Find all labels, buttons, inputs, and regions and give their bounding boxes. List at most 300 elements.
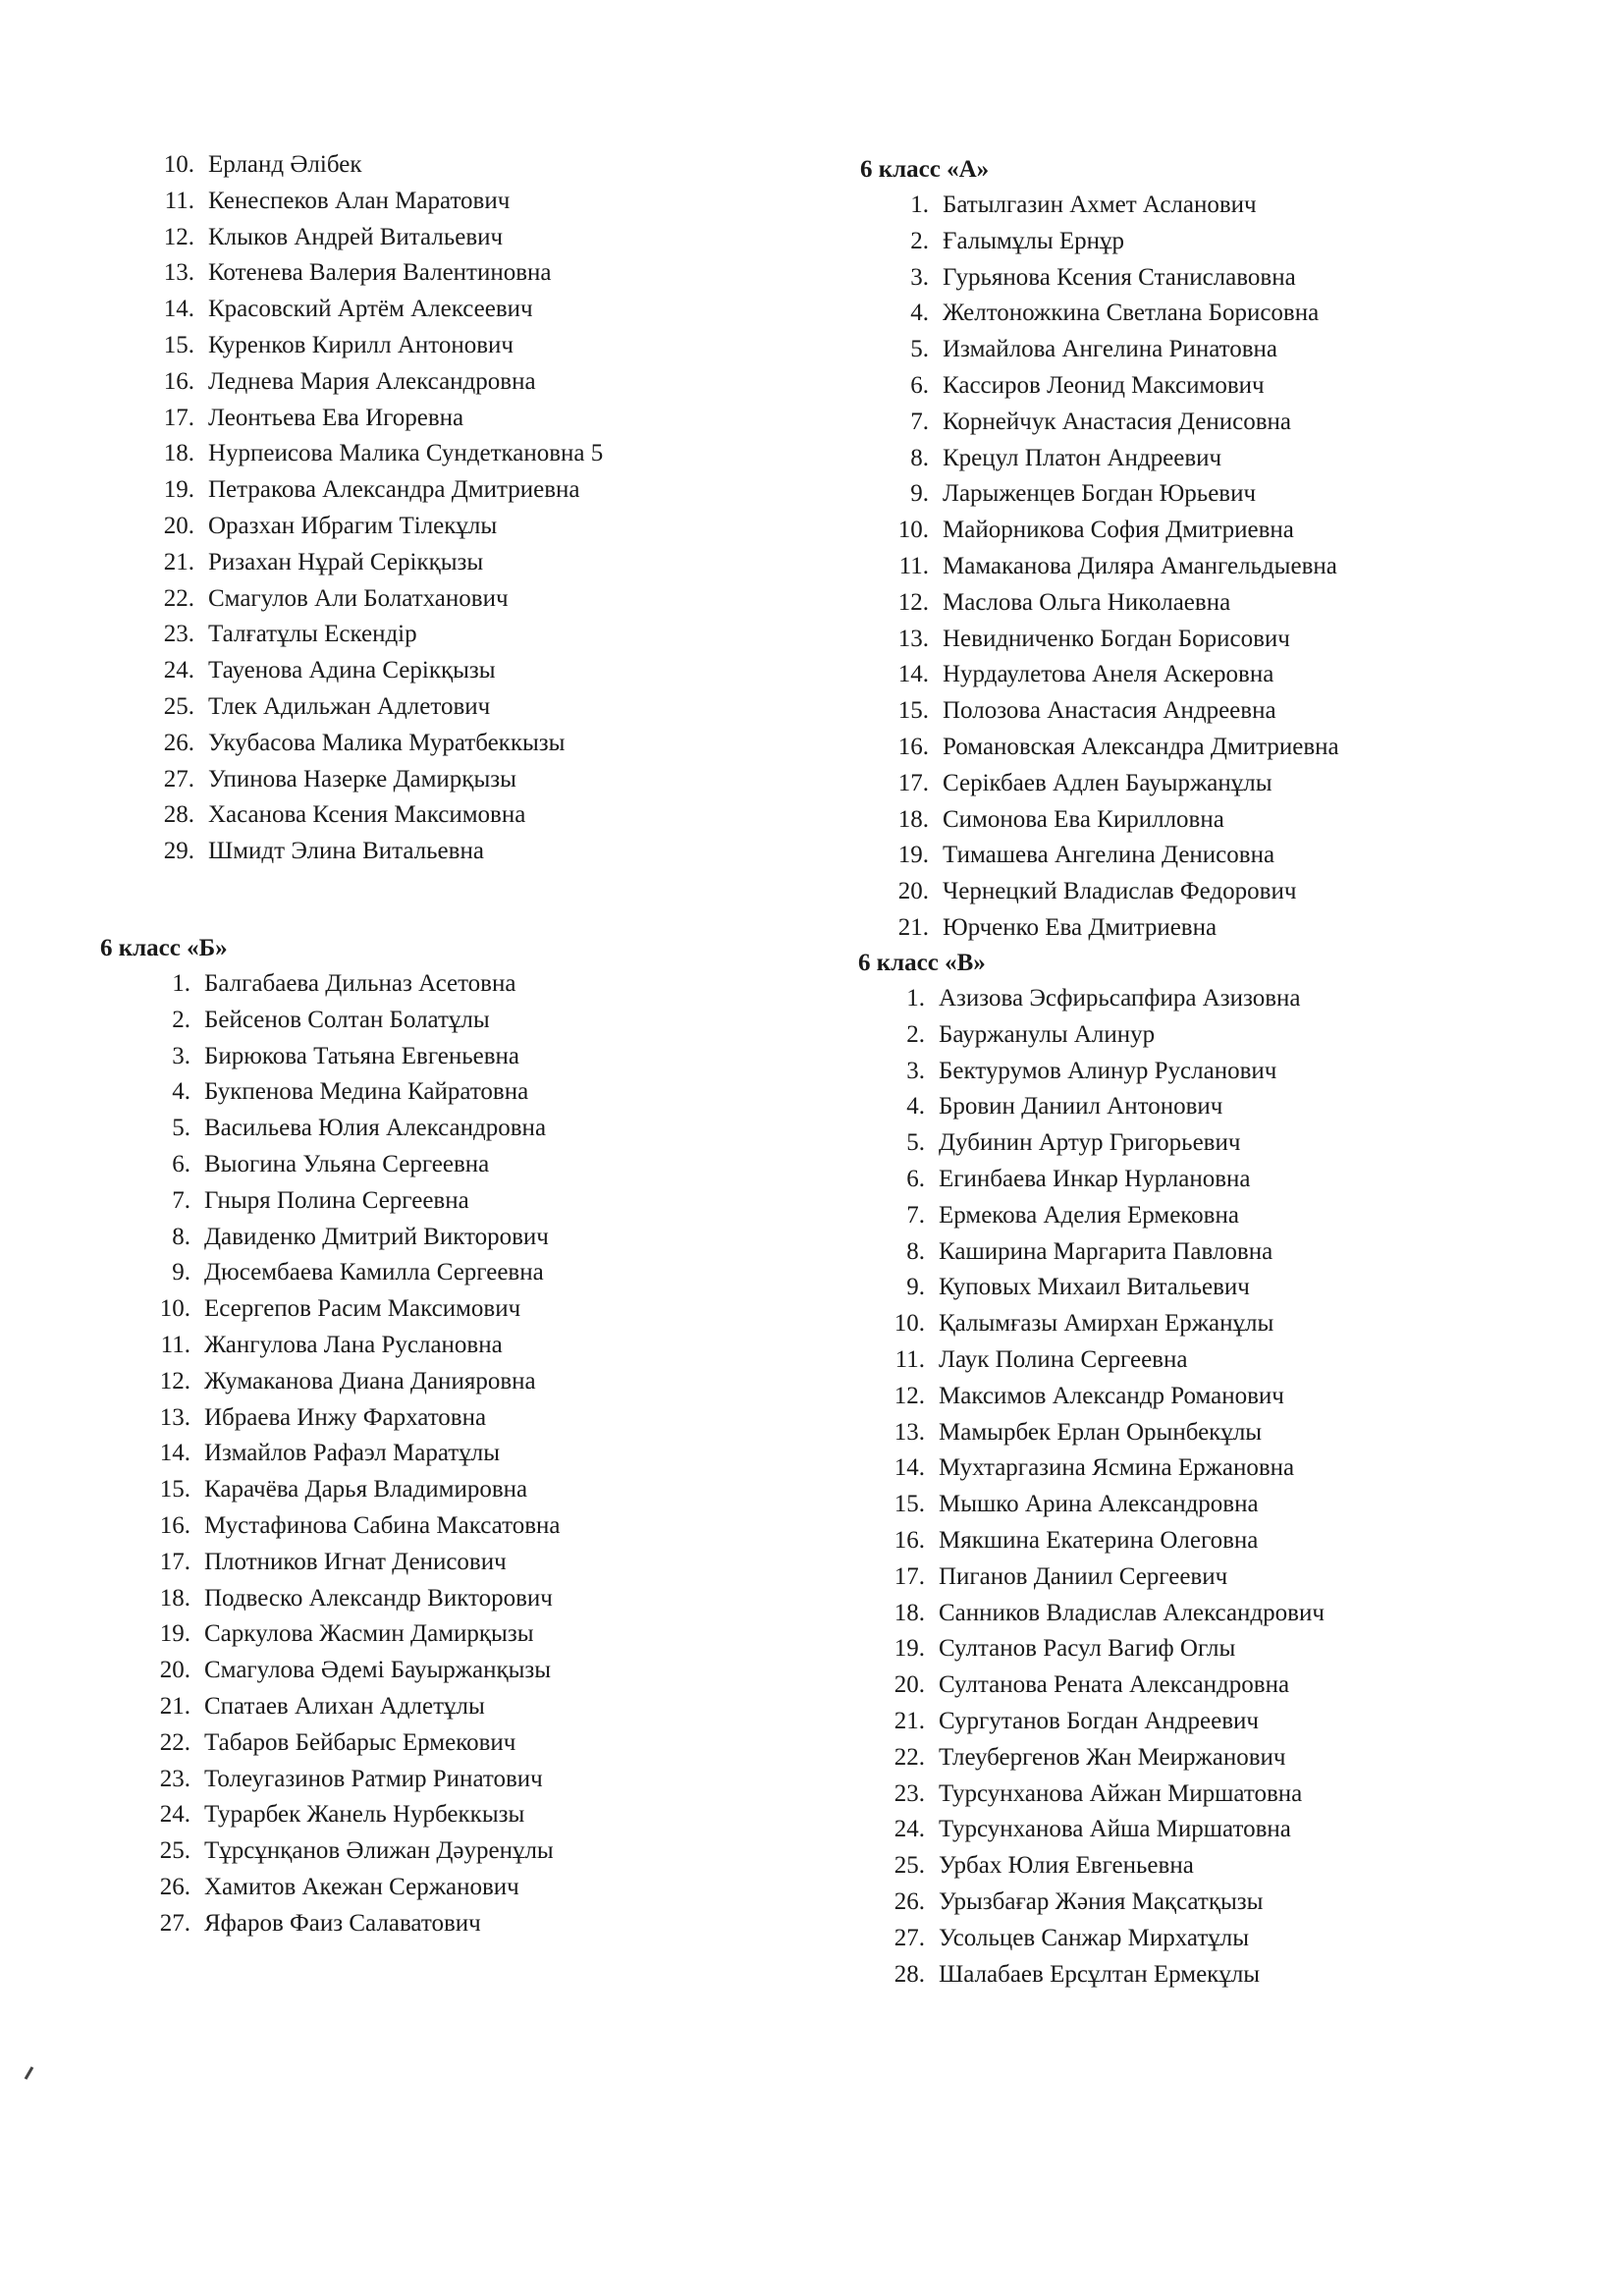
list-item xyxy=(884,368,1339,405)
list-item xyxy=(884,838,1339,874)
list-item xyxy=(880,1885,1325,1921)
item-number: 27. xyxy=(159,1909,190,1937)
student-name: Дубинин Артур Григорьевич xyxy=(939,1129,1241,1157)
list-item xyxy=(880,1234,1325,1271)
item-number: 15. xyxy=(897,697,929,725)
section-title: 6 класс «В» xyxy=(858,950,986,976)
student-name: Петракова Александра Дмитриевна xyxy=(208,476,580,504)
list-item xyxy=(149,797,603,834)
student-name: Талғатұлы Ескендір xyxy=(208,621,417,648)
student-name: Султанов Расул Вагиф Оглы xyxy=(939,1635,1236,1663)
list-item xyxy=(880,1957,1325,1994)
scan-mark xyxy=(25,2066,34,2080)
student-name: Лаук Полина Сергеевна xyxy=(939,1345,1188,1373)
list-item xyxy=(145,1255,560,1291)
item-number: 22. xyxy=(163,584,194,612)
section-title: 6 класс «А» xyxy=(860,156,990,183)
student-name: Карачёва Дарья Владимировна xyxy=(204,1476,528,1503)
student-name: Гурьянова Ксения Станиславовна xyxy=(943,263,1296,291)
list-item xyxy=(145,1689,560,1725)
list-item xyxy=(145,1147,560,1183)
item-number: 25. xyxy=(163,692,194,720)
student-name: Мякшина Екатерина Олеговна xyxy=(939,1526,1259,1554)
list-item xyxy=(145,1616,560,1653)
student-name: Шалабаев Ерсұлтан Ермекұлы xyxy=(939,1960,1261,1988)
item-number: 6. xyxy=(910,371,929,399)
student-name: Котенева Валерия Валентиновна xyxy=(208,259,552,287)
student-name: Васильева Юлия Александровна xyxy=(204,1115,547,1142)
student-name: Қалымғазы Амирхан Ержанұлы xyxy=(939,1310,1274,1338)
student-name: Упинова Назерке Дамирқызы xyxy=(208,765,516,793)
list-item xyxy=(149,726,603,762)
student-name: Ибраева Инжу Фархатовна xyxy=(204,1403,487,1431)
item-number: 16. xyxy=(159,1511,190,1539)
item-number: 19. xyxy=(897,842,929,869)
list-item xyxy=(880,1704,1325,1740)
item-number: 9. xyxy=(906,1274,925,1301)
student-name: Тұрсұнқанов Әлижан Дәуренұлы xyxy=(204,1837,554,1865)
list-item xyxy=(884,693,1339,730)
list-item xyxy=(149,653,603,689)
student-name: Клыков Андрей Витальевич xyxy=(208,223,504,250)
list-item xyxy=(145,1364,560,1400)
student-name: Батылгазин Ахмет Асланович xyxy=(943,191,1257,218)
item-number: 5. xyxy=(910,336,929,363)
student-name: Ғалымұлы Ернұр xyxy=(943,227,1125,254)
item-number: 17. xyxy=(893,1562,925,1590)
list-item xyxy=(149,509,603,545)
student-name: Тауенова Адина Серікқызы xyxy=(208,657,496,684)
item-number: 21. xyxy=(897,913,929,941)
item-number: 8. xyxy=(906,1237,925,1265)
item-number: 8. xyxy=(910,444,929,471)
item-number: 12. xyxy=(897,588,929,616)
item-number: 13. xyxy=(163,259,194,287)
list-item xyxy=(145,1762,560,1798)
student-name: Бровин Даниил Антонович xyxy=(939,1093,1223,1121)
student-name: Толеугазинов Ратмир Ринатович xyxy=(204,1765,543,1792)
student-name: Пиганов Даниил Сергеевич xyxy=(939,1562,1228,1590)
list-item xyxy=(145,1003,560,1039)
item-number: 14. xyxy=(897,661,929,688)
list-item xyxy=(145,1074,560,1111)
list-item xyxy=(884,910,1339,947)
item-number: 4. xyxy=(172,1078,190,1106)
item-number: 14. xyxy=(893,1454,925,1482)
list-item xyxy=(884,441,1339,477)
student-name: Саркулова Жасмин Дамирқызы xyxy=(204,1620,534,1648)
item-number: 18. xyxy=(163,440,194,467)
list-item xyxy=(145,1545,560,1581)
item-number: 12. xyxy=(163,223,194,250)
student-name: Ризахан Нұрай Серікқызы xyxy=(208,548,484,575)
student-name: Максимов Александр Романович xyxy=(939,1382,1284,1409)
item-number: 6. xyxy=(906,1165,925,1192)
item-number: 16. xyxy=(897,733,929,760)
list-item xyxy=(145,1183,560,1220)
student-name: Бектурумов Алинур Русланович xyxy=(939,1057,1277,1084)
item-number: 10. xyxy=(897,517,929,544)
item-number: 20. xyxy=(897,878,929,905)
student-name: Желтоножкина Светлана Борисовна xyxy=(943,300,1320,327)
student-name: Кассиров Леонид Максимович xyxy=(943,371,1265,399)
item-number: 20. xyxy=(893,1671,925,1699)
class-6v-section xyxy=(858,946,1325,1993)
item-number: 24. xyxy=(893,1816,925,1843)
list-item xyxy=(880,1089,1325,1125)
list-item xyxy=(880,1054,1325,1090)
item-number: 10. xyxy=(893,1310,925,1338)
item-number: 24. xyxy=(163,657,194,684)
student-name: Мышко Арина Александровна xyxy=(939,1491,1259,1518)
student-name: Хасанова Ксения Максимовна xyxy=(208,801,526,829)
item-number: 23. xyxy=(159,1765,190,1792)
list-item xyxy=(145,1906,560,1942)
student-name: Тлек Адильжан Адлетович xyxy=(208,692,491,720)
student-name: Оразхан Ибрагим Тілекұлы xyxy=(208,512,498,539)
list-item xyxy=(880,1812,1325,1848)
list-item xyxy=(149,472,603,509)
list-item xyxy=(880,1848,1325,1885)
student-name: Бейсенов Солтан Болатұлы xyxy=(204,1006,490,1033)
list-item xyxy=(145,1833,560,1870)
list-item xyxy=(145,966,560,1003)
list-item xyxy=(880,1777,1325,1813)
list-item xyxy=(884,622,1339,658)
item-number: 8. xyxy=(172,1223,190,1250)
item-number: 3. xyxy=(172,1042,190,1069)
list-item xyxy=(149,545,603,581)
student-name: Тимашева Ангелина Денисовна xyxy=(943,842,1275,869)
item-number: 14. xyxy=(159,1440,190,1467)
student-name: Выогина Ульяна Сергеевна xyxy=(204,1150,490,1177)
list-item xyxy=(884,657,1339,693)
student-name: Турсунханова Айша Миршатовна xyxy=(939,1816,1291,1843)
student-list xyxy=(880,981,1325,1993)
item-number: 25. xyxy=(159,1837,190,1865)
list-item xyxy=(880,1270,1325,1306)
student-name: Яфаров Фаиз Салаватович xyxy=(204,1909,481,1937)
student-name: Смагулов Али Болатханович xyxy=(208,584,509,612)
list-item xyxy=(149,762,603,798)
list-item xyxy=(145,1039,560,1075)
list-item xyxy=(149,147,603,184)
list-item xyxy=(149,184,603,220)
item-number: 7. xyxy=(910,408,929,435)
item-number: 26. xyxy=(893,1887,925,1915)
item-number: 21. xyxy=(163,548,194,575)
list-item xyxy=(145,1870,560,1906)
student-name: Крецул Платон Андреевич xyxy=(943,444,1222,471)
list-item xyxy=(880,1631,1325,1667)
item-number: 18. xyxy=(159,1584,190,1612)
student-name: Серікбаев Адлен Бауыржанұлы xyxy=(943,769,1272,796)
item-number: 10. xyxy=(163,151,194,178)
item-number: 18. xyxy=(897,805,929,833)
item-number: 2. xyxy=(172,1006,190,1033)
list-item xyxy=(145,1400,560,1437)
student-list xyxy=(149,147,603,870)
list-item xyxy=(149,401,603,437)
item-number: 6. xyxy=(172,1150,190,1177)
list-item xyxy=(145,1653,560,1689)
item-number: 13. xyxy=(159,1403,190,1431)
student-name: Невидниченко Богдан Борисович xyxy=(943,625,1290,652)
student-name: Балгабаева Дильназ Асетовна xyxy=(204,970,516,997)
item-number: 15. xyxy=(163,331,194,358)
item-number: 22. xyxy=(893,1743,925,1771)
student-name: Санников Владислав Александрович xyxy=(939,1599,1325,1626)
item-number: 19. xyxy=(159,1620,190,1648)
item-number: 19. xyxy=(163,476,194,504)
list-item xyxy=(145,1472,560,1508)
item-number: 20. xyxy=(159,1657,190,1684)
item-number: 15. xyxy=(893,1491,925,1518)
list-item xyxy=(884,188,1339,224)
item-number: 28. xyxy=(163,801,194,829)
student-name: Юрченко Ева Дмитриевна xyxy=(943,913,1218,941)
item-number: 16. xyxy=(163,367,194,395)
list-item xyxy=(884,513,1339,549)
list-item xyxy=(880,1415,1325,1451)
list-item xyxy=(884,802,1339,839)
item-number: 23. xyxy=(163,621,194,648)
student-name: Тлеубергенов Жан Меиржанович xyxy=(939,1743,1286,1771)
item-number: 2. xyxy=(910,227,929,254)
student-name: Маслова Ольга Николаевна xyxy=(943,588,1231,616)
item-number: 2. xyxy=(906,1020,925,1048)
student-name: Мамырбек Ерлан Орынбекұлы xyxy=(939,1418,1263,1446)
item-number: 7. xyxy=(172,1186,190,1214)
class-6b-section xyxy=(100,931,561,1942)
list-item xyxy=(884,766,1339,802)
list-item xyxy=(145,1328,560,1364)
item-number: 5. xyxy=(906,1129,925,1157)
item-number: 17. xyxy=(163,404,194,431)
student-name: Майорникова София Дмитриевна xyxy=(943,517,1294,544)
item-number: 7. xyxy=(906,1201,925,1229)
list-item xyxy=(880,1921,1325,1957)
student-name: Давиденко Дмитрий Викторович xyxy=(204,1223,549,1250)
item-number: 22. xyxy=(159,1728,190,1756)
list-item xyxy=(884,730,1339,766)
list-item xyxy=(149,581,603,618)
student-name: Шмидт Элина Витальевна xyxy=(208,838,484,865)
item-number: 1. xyxy=(910,191,929,218)
student-name: Жумаканова Диана Данияровна xyxy=(204,1367,536,1394)
list-item xyxy=(880,1450,1325,1487)
student-name: Измайлова Ангелина Ринатовна xyxy=(943,336,1278,363)
item-number: 3. xyxy=(906,1057,925,1084)
item-number: 25. xyxy=(893,1852,925,1880)
student-name: Егинбаева Инкар Нурлановна xyxy=(939,1165,1251,1192)
item-number: 9. xyxy=(910,480,929,508)
item-number: 4. xyxy=(906,1093,925,1121)
list-item xyxy=(149,834,603,870)
item-number: 21. xyxy=(159,1692,190,1720)
student-name: Дюсембаева Камилла Сергеевна xyxy=(204,1259,544,1286)
student-name: Урбах Юлия Евгеньевна xyxy=(939,1852,1194,1880)
list-item xyxy=(149,689,603,726)
list-item xyxy=(880,1667,1325,1704)
item-number: 13. xyxy=(893,1418,925,1446)
item-number: 24. xyxy=(159,1801,190,1829)
student-name: Урызбағар Жәния Мақсатқызы xyxy=(939,1887,1264,1915)
list-item xyxy=(884,476,1339,513)
student-name: Нурдаулетова Анеля Аскеровна xyxy=(943,661,1274,688)
student-name: Хамитов Акежан Сержанович xyxy=(204,1873,519,1900)
item-number: 11. xyxy=(160,1331,190,1358)
student-name: Укубасова Малика Муратбеккызы xyxy=(208,729,566,756)
student-name: Букпенова Медина Кайратовна xyxy=(204,1078,529,1106)
student-name: Мухтаргазина Ясмина Ержановна xyxy=(939,1454,1295,1482)
item-number: 13. xyxy=(897,625,929,652)
student-name: Красовский Артём Алексеевич xyxy=(208,296,533,323)
list-item xyxy=(880,1198,1325,1234)
student-name: Плотников Игнат Денисович xyxy=(204,1548,507,1575)
item-number: 20. xyxy=(163,512,194,539)
item-number: 12. xyxy=(159,1367,190,1394)
item-number: 21. xyxy=(893,1707,925,1734)
student-name: Усольцев Санжар Мирхатұлы xyxy=(939,1924,1250,1951)
list-item xyxy=(145,1111,560,1147)
item-number: 17. xyxy=(159,1548,190,1575)
student-name: Корнейчук Анастасия Денисовна xyxy=(943,408,1292,435)
list-item xyxy=(884,585,1339,622)
list-item xyxy=(149,220,603,256)
student-name: Бауржанулы Алинур xyxy=(939,1020,1156,1048)
item-number: 28. xyxy=(893,1960,925,1988)
student-name: Измайлов Рафаэл Маратұлы xyxy=(204,1440,501,1467)
item-number: 14. xyxy=(163,296,194,323)
item-number: 1. xyxy=(906,985,925,1011)
list-item xyxy=(145,1797,560,1833)
student-name: Азизова Эсфирьсапфира Азизовна xyxy=(939,985,1301,1011)
student-name: Бирюкова Татьяна Евгеньевна xyxy=(204,1042,520,1069)
student-name: Ларыженцев Богдан Юрьевич xyxy=(943,480,1257,508)
student-name: Табаров Бейбарыс Ермекович xyxy=(204,1728,516,1756)
list-item xyxy=(145,1291,560,1328)
student-name: Каширина Маргарита Павловна xyxy=(939,1237,1273,1265)
student-name: Полозова Анастасия Андреевна xyxy=(943,697,1276,725)
list-item xyxy=(145,1725,560,1762)
list-item xyxy=(884,260,1339,297)
item-number: 17. xyxy=(897,769,929,796)
student-name: Мамаканова Диляра Амангельдыевна xyxy=(943,552,1337,579)
list-item xyxy=(880,1559,1325,1596)
list-item xyxy=(149,617,603,653)
item-number: 5. xyxy=(172,1115,190,1142)
list-item xyxy=(880,1342,1325,1379)
student-name: Куренков Кирилл Антонович xyxy=(208,331,514,358)
list-item xyxy=(884,874,1339,910)
student-name: Турарбек Жанель Нурбеккызы xyxy=(204,1801,525,1829)
list-item xyxy=(149,364,603,401)
list-item xyxy=(145,1508,560,1545)
student-name: Кенеспеков Алан Маратович xyxy=(208,187,511,214)
student-name: Турсунханова Айжан Миршатовна xyxy=(939,1779,1303,1807)
item-number: 16. xyxy=(893,1526,925,1554)
student-name: Симонова Ева Кирилловна xyxy=(943,805,1224,833)
item-number: 26. xyxy=(159,1873,190,1900)
list-item xyxy=(880,1487,1325,1523)
student-list xyxy=(145,966,560,1942)
item-number: 19. xyxy=(893,1635,925,1663)
list-item xyxy=(880,1162,1325,1198)
student-name: Ермекова Аделия Ермековна xyxy=(939,1201,1239,1229)
list-item xyxy=(884,549,1339,585)
item-number: 11. xyxy=(164,187,194,214)
item-number: 11. xyxy=(898,552,929,579)
student-name: Смагулова Әдемі Бауыржанқызы xyxy=(204,1657,552,1684)
list-item xyxy=(145,1581,560,1617)
item-number: 9. xyxy=(172,1259,190,1286)
item-number: 27. xyxy=(163,765,194,793)
student-name: Жангулова Лана Руслановна xyxy=(204,1331,503,1358)
item-number: 23. xyxy=(893,1779,925,1807)
class-6a-section xyxy=(860,152,1339,947)
list-item xyxy=(880,1125,1325,1162)
list-item xyxy=(880,1596,1325,1632)
item-number: 29. xyxy=(163,838,194,865)
student-name: Леднева Мария Александровна xyxy=(208,367,536,395)
item-number: 27. xyxy=(893,1924,925,1951)
item-number: 12. xyxy=(893,1382,925,1409)
list-item xyxy=(149,328,603,364)
list-item xyxy=(884,332,1339,368)
item-number: 11. xyxy=(894,1345,925,1373)
list-item xyxy=(880,1017,1325,1054)
list-item xyxy=(880,1379,1325,1415)
student-name: Мустафинова Сабина Максатовна xyxy=(204,1511,561,1539)
list-item xyxy=(880,981,1325,1017)
student-name: Романовская Александра Дмитриевна xyxy=(943,733,1339,760)
list-item xyxy=(884,296,1339,332)
section-title: 6 класс «Б» xyxy=(100,935,228,961)
list-item xyxy=(145,1220,560,1256)
list-item xyxy=(880,1306,1325,1342)
class-list-continued xyxy=(149,147,603,870)
student-name: Куповых Михаил Витальевич xyxy=(939,1274,1250,1301)
list-item xyxy=(149,255,603,292)
student-name: Ерланд Әлібек xyxy=(208,151,362,178)
student-name: Подвеско Александр Викторович xyxy=(204,1584,553,1612)
list-item xyxy=(149,292,603,328)
student-name: Нурпеисова Малика Сундеткановна 5 xyxy=(208,440,604,467)
item-number: 10. xyxy=(159,1295,190,1323)
list-item xyxy=(880,1523,1325,1559)
list-item xyxy=(880,1740,1325,1777)
student-name: Сургутанов Богдан Андреевич xyxy=(939,1707,1259,1734)
student-name: Леонтьева Ева Игоревна xyxy=(208,404,464,431)
list-item xyxy=(884,224,1339,260)
student-name: Спатаев Алихан Адлетұлы xyxy=(204,1692,485,1720)
student-name: Чернецкий Владислав Федорович xyxy=(943,878,1297,905)
student-name: Гныря Полина Сергеевна xyxy=(204,1186,469,1214)
student-list xyxy=(884,188,1339,947)
list-item xyxy=(145,1436,560,1472)
item-number: 15. xyxy=(159,1476,190,1503)
item-number: 4. xyxy=(910,300,929,327)
item-number: 26. xyxy=(163,729,194,756)
student-name: Есергепов Расим Максимович xyxy=(204,1295,521,1323)
list-item xyxy=(149,436,603,472)
item-number: 1. xyxy=(172,970,190,997)
item-number: 18. xyxy=(893,1599,925,1626)
student-name: Султанова Рената Александровна xyxy=(939,1671,1290,1699)
list-item xyxy=(884,405,1339,441)
item-number: 3. xyxy=(910,263,929,291)
